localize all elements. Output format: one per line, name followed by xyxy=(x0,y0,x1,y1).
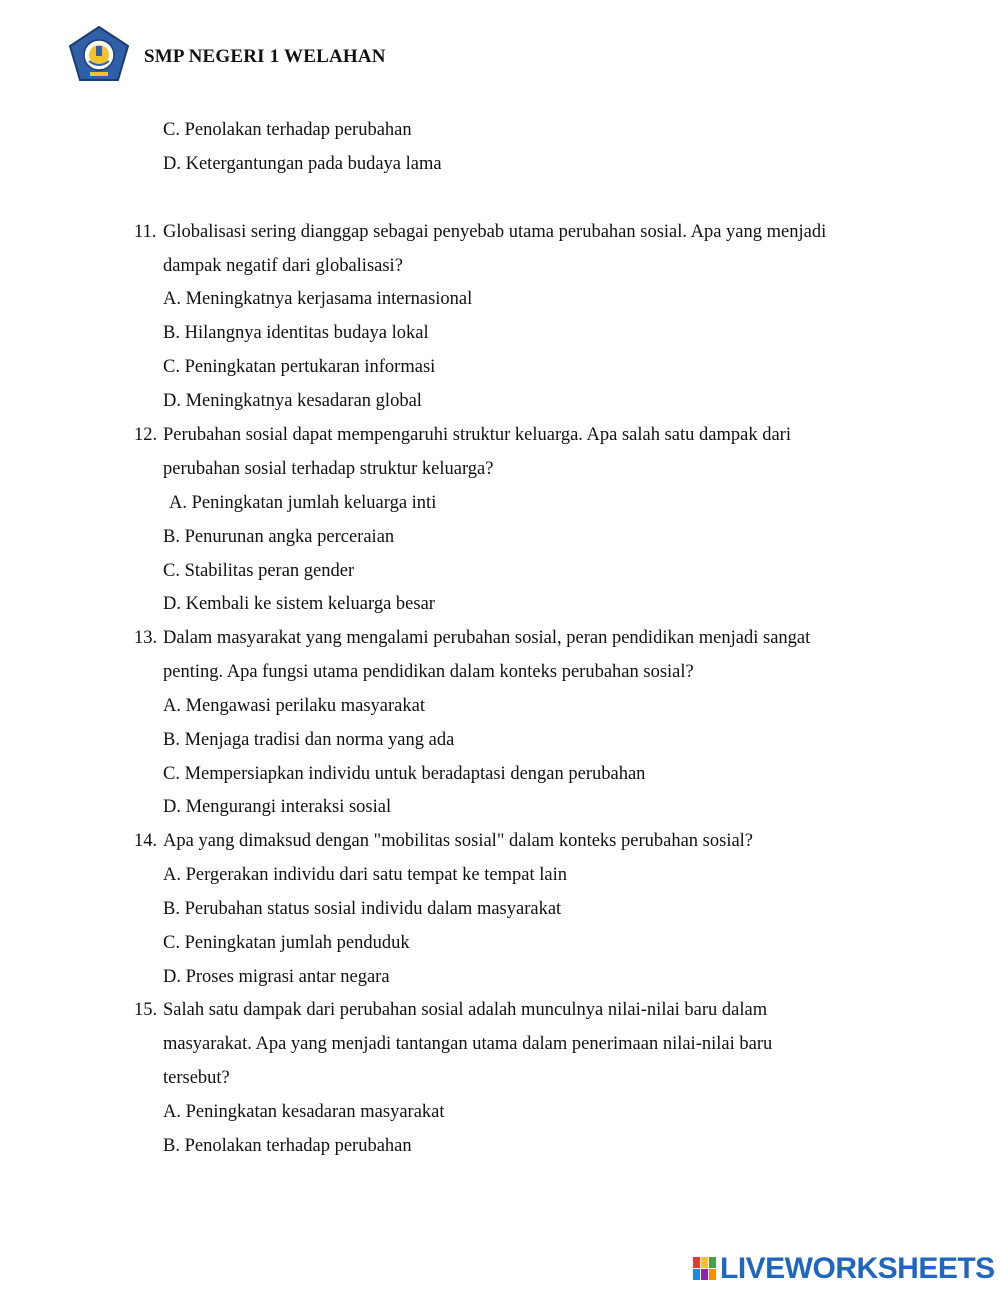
question-text: masyarakat. Apa yang menjadi tantangan utama dalam penerimaan nilai-nilai baru xyxy=(163,1034,773,1054)
option-b: B. Perubahan status sosial individu dalam masyarakat xyxy=(163,899,562,919)
school-logo-icon xyxy=(68,25,130,83)
question-text: Perubahan sosial dapat mempengaruhi struktur keluarga. Apa salah satu dampak dari xyxy=(163,425,791,445)
option-d: D. Mengurangi interaksi sosial xyxy=(163,797,392,817)
liveworksheets-logo-icon xyxy=(693,1257,717,1281)
option-a: A. Mengawasi perilaku masyarakat xyxy=(163,696,425,716)
question-text: Salah satu dampak dari perubahan sosial adalah munculnya nilai-nilai baru dalam xyxy=(163,1000,768,1020)
question-text: Apa yang dimaksud dengan "mobilitas sosial" dalam konteks perubahan sosial? xyxy=(163,831,754,851)
option-d: D. Proses migrasi antar negara xyxy=(163,967,390,987)
option-a: A. Meningkatnya kerjasama internasional xyxy=(163,289,473,309)
option-a: A. Peningkatan jumlah keluarga inti xyxy=(169,493,437,513)
question-text: tersebut? xyxy=(163,1068,230,1088)
question-text: perubahan sosial terhadap struktur keluarga? xyxy=(163,459,494,479)
option-c: C. Peningkatan jumlah penduduk xyxy=(163,933,410,953)
option-d: D. Meningkatnya kesadaran global xyxy=(163,391,422,411)
school-name: SMP NEGERI 1 WELAHAN xyxy=(144,46,386,67)
question-text: penting. Apa fungsi utama pendidikan dalam konteks perubahan sosial? xyxy=(163,662,694,682)
question-number: 15. xyxy=(134,1000,158,1020)
option-d: D. Ketergantungan pada budaya lama xyxy=(163,154,442,174)
option-c: C. Penolakan terhadap perubahan xyxy=(163,120,412,140)
option-c: C. Mempersiapkan individu untuk beradaptasi dengan perubahan xyxy=(163,764,646,784)
option-b: B. Menjaga tradisi dan norma yang ada xyxy=(163,730,455,750)
option-a: A. Peningkatan kesadaran masyarakat xyxy=(163,1102,445,1122)
question-text: Globalisasi sering dianggap sebagai penyebab utama perubahan sosial. Apa yang menjadi xyxy=(163,222,827,242)
question-number: 12. xyxy=(134,425,158,445)
question-text: Dalam masyarakat yang mengalami perubahan sosial, peran pendidikan menjadi sangat xyxy=(163,628,811,648)
question-number: 11. xyxy=(134,222,157,242)
option-b: B. Penolakan terhadap perubahan xyxy=(163,1136,412,1156)
option-c: C. Stabilitas peran gender xyxy=(163,561,355,581)
option-c: C. Peningkatan pertukaran informasi xyxy=(163,357,436,377)
option-a: A. Pergerakan individu dari satu tempat ke tempat lain xyxy=(163,865,567,885)
option-d: D. Kembali ke sistem keluarga besar xyxy=(163,594,435,614)
question-number: 14. xyxy=(134,831,158,851)
liveworksheets-brand[interactable] xyxy=(693,1254,995,1284)
option-b: B. Penurunan angka perceraian xyxy=(163,527,395,547)
option-b: B. Hilangnya identitas budaya lokal xyxy=(163,323,429,343)
question-number: 13. xyxy=(134,628,158,648)
liveworksheets-wordmark: LIVEWORKSHEETS xyxy=(720,1252,995,1285)
page-header xyxy=(68,24,386,84)
question-text: dampak negatif dari globalisasi? xyxy=(163,256,403,276)
